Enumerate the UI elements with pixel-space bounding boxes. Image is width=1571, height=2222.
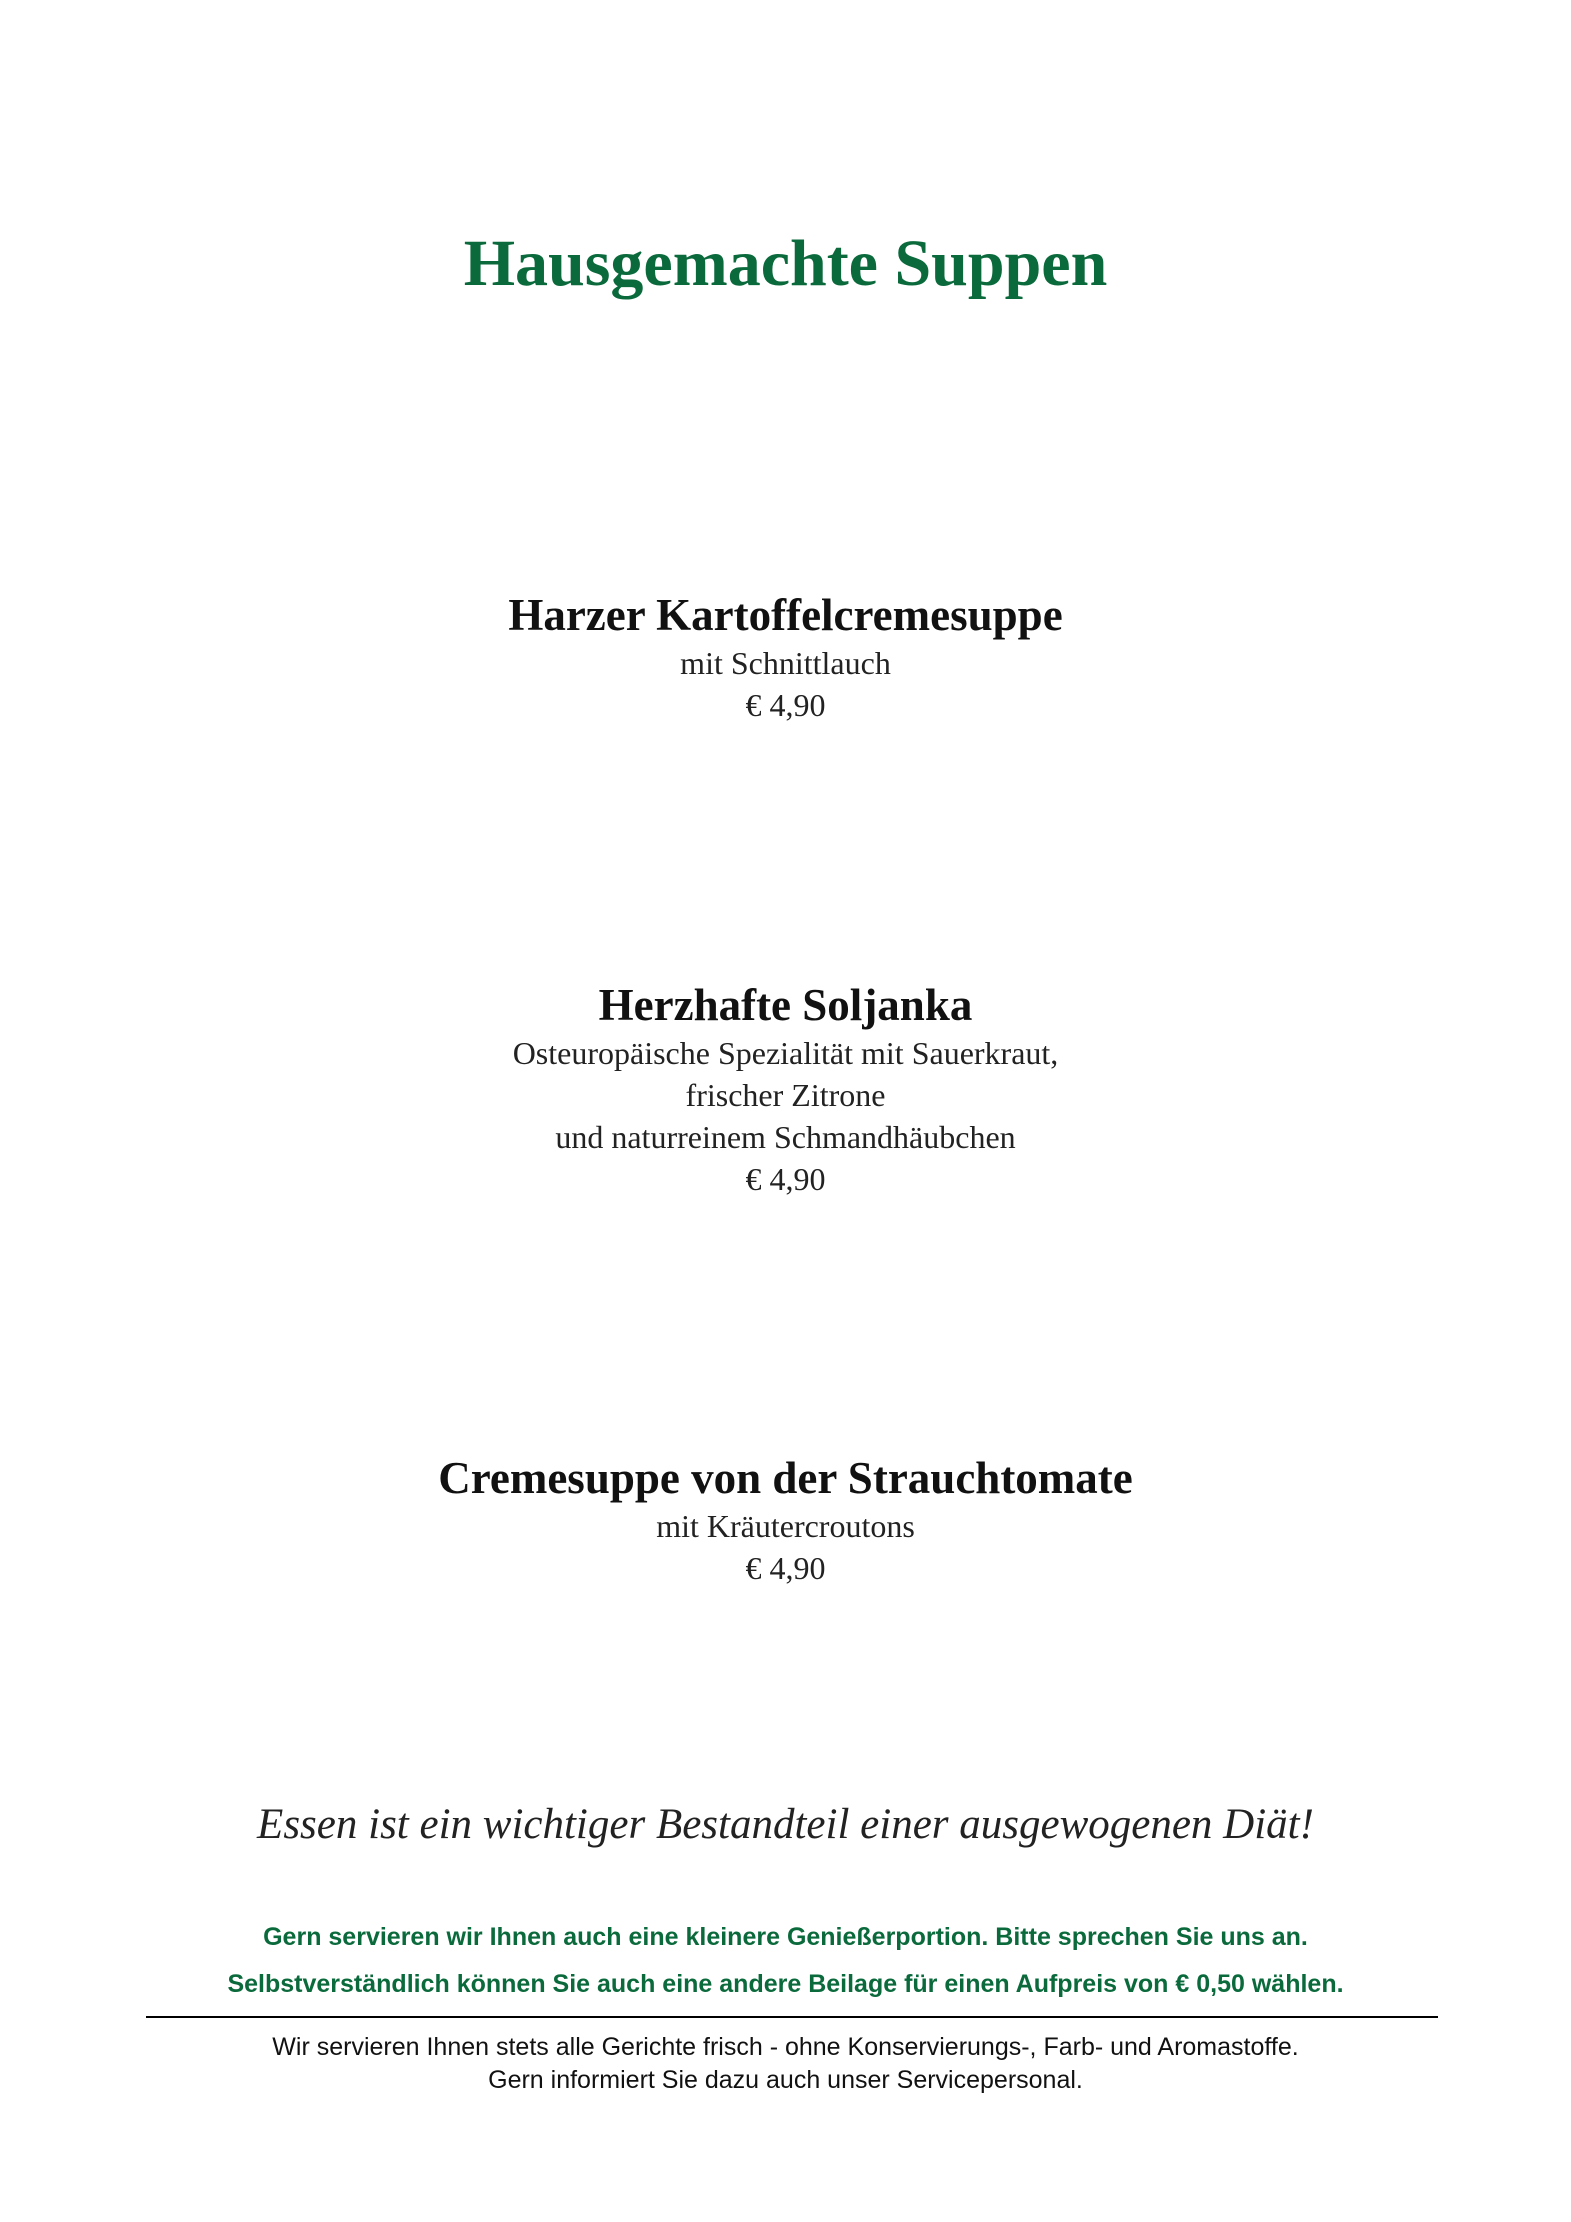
item-name: Herzhafte Soljanka: [598, 980, 973, 1030]
footer-service-notice: Gern informiert Sie dazu auch unser Servicepersonal.: [488, 2066, 1083, 2094]
menu-item-soljanka: [0, 978, 1571, 1200]
item-description: mit Schnittlauch: [680, 645, 891, 681]
item-description: frischer Zitrone: [685, 1077, 886, 1113]
item-price: € 4,90: [745, 687, 826, 723]
item-description: und naturreinem Schmandhäubchen: [555, 1119, 1016, 1155]
item-price: € 4,90: [745, 1161, 826, 1197]
menu-item-kartoffelcremesuppe: [0, 588, 1571, 726]
item-description: mit Kräutercroutons: [656, 1508, 915, 1544]
item-name: Cremesuppe von der Strauchtomate: [438, 1453, 1133, 1503]
slogan: Essen ist ein wichtiger Bestandteil einer ausgewogenen Diät!: [257, 1801, 1314, 1848]
menu-item-tomatensuppe: [0, 1451, 1571, 1589]
divider: [146, 2016, 1438, 2018]
note-smaller-portion: Gern servieren wir Ihnen auch eine kleinere Genießerportion. Bitte sprechen Sie uns an.: [263, 1923, 1308, 1951]
note-side-dish: Selbstverständlich können Sie auch eine andere Beilage für einen Aufpreis von € 0,50 wählen.: [227, 1970, 1344, 1998]
item-name: Harzer Kartoffelcremesuppe: [508, 590, 1063, 640]
footer-fresh-notice: Wir servieren Ihnen stets alle Gerichte frisch - ohne Konservierungs-, Farb- und Aromastoffe.: [272, 2033, 1299, 2061]
item-description: Osteuropäische Spezialität mit Sauerkraut,: [512, 1035, 1059, 1071]
page-title: Hausgemachte Suppen: [463, 227, 1108, 300]
item-price: € 4,90: [745, 1550, 826, 1586]
